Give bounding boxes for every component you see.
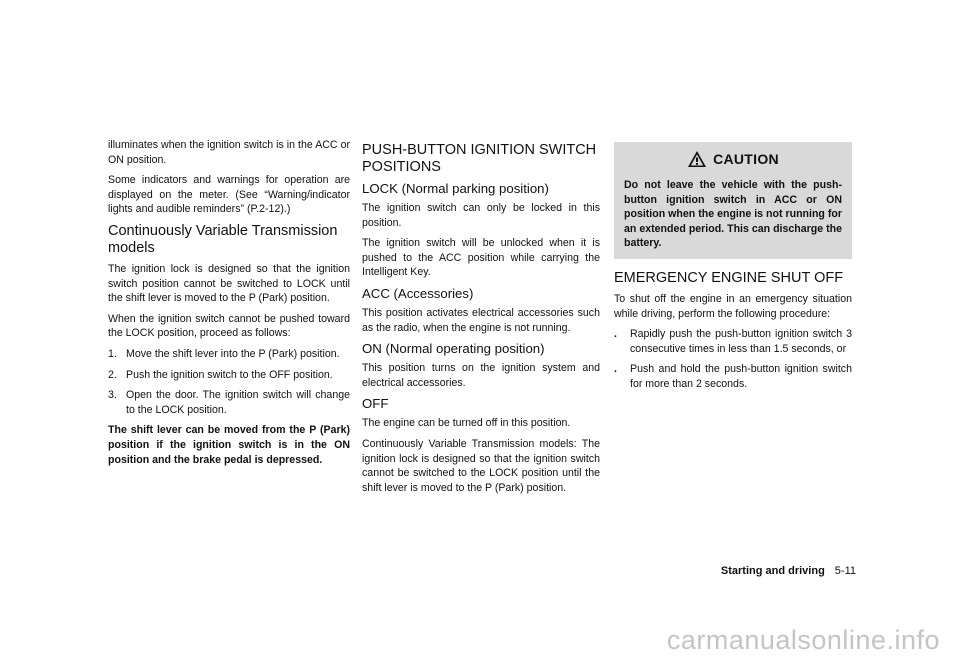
bullet-text: Rapidly push the push-button ignition switch 3 consecutive times in less than 1.5 seconds, or [630, 328, 852, 355]
list-item [108, 368, 350, 383]
subsection-heading: ACC (Accessories) [362, 285, 474, 301]
section-heading: EMERGENCY ENGINE SHUT OFF [614, 270, 844, 286]
step-number: 1. [108, 347, 117, 360]
paragraph: Some indicators and warnings for operation are displayed on the meter. (See “Warning/indicator lights and audible reminders” (P.2-12).) [108, 174, 350, 216]
paragraph: The ignition lock is designed so that the ignition switch position cannot be switched to LOCK until the shift lever is moved to the P (Park) position. [108, 262, 350, 305]
watermark: carmanualsonline.info [666, 625, 940, 655]
step-text: Push the ignition switch to the OFF position. [126, 368, 333, 381]
paragraph: Continuously Variable Transmission models: The ignition lock is designed so that the ignition switch cannot be switched to the LOCK position until the shift lever is moved to the P (Park) position. [362, 437, 600, 494]
left-column [108, 138, 350, 473]
bold-note: The shift lever can be moved from the P (Park) position if the ignition switch is in the ON position and the brake pedal is depressed. [108, 424, 350, 466]
caution-title: CAUTION [713, 151, 779, 167]
paragraph: The ignition switch will be unlocked when it is pushed to the ACC position while carrying the Intelligent Key. [362, 237, 600, 279]
section-heading: Continuously Variable Transmission models [108, 222, 338, 256]
step-number: 3. [108, 389, 117, 402]
caution-box [614, 142, 852, 259]
page-footer [721, 565, 856, 577]
paragraph: When the ignition switch cannot be pushed toward the LOCK position, proceed as follows: [108, 312, 350, 340]
step-number: 2. [108, 368, 117, 381]
section-name: Starting and driving [720, 565, 825, 577]
list-item [614, 327, 852, 356]
right-column [614, 266, 852, 398]
paragraph: illuminates when the ignition switch is in the ACC or ON position. [108, 139, 350, 166]
section-heading: PUSH-BUTTON IGNITION SWITCH POSITIONS [362, 142, 597, 175]
step-text: Open the door. The ignition switch will change to the LOCK position. [126, 389, 350, 416]
paragraph: This position activates electrical accessories such as the radio, when the engine is not running. [362, 306, 600, 334]
caution-text: Do not leave the vehicle with the push-button ignition switch in ACC or ON position when the engine is not running for an extended period. This can discharge the battery. [624, 179, 842, 250]
list-item [108, 347, 350, 362]
bullet-mark: . [614, 363, 617, 376]
page-number: 5-11 [834, 565, 856, 577]
list-item [108, 388, 350, 417]
bullet-mark: . [614, 328, 617, 341]
paragraph: The engine can be turned off in this position. [362, 417, 571, 430]
middle-column [362, 138, 600, 501]
subsection-heading: OFF [362, 396, 389, 412]
paragraph: To shut off the engine in an emergency situation while driving, perform the following procedure: [614, 293, 852, 320]
list-item [614, 362, 852, 391]
warning-triangle-icon [687, 150, 707, 168]
paragraph: The ignition switch can only be locked in this position. [362, 202, 600, 229]
step-text: Move the shift lever into the P (Park) position. [126, 347, 340, 360]
paragraph: This position turns on the ignition system and electrical accessories. [362, 362, 600, 389]
caution-header [614, 142, 852, 176]
subsection-heading: ON (Normal operating position) [362, 341, 545, 357]
bullet-text: Push and hold the push-button ignition switch for more than 2 seconds. [630, 363, 852, 390]
subsection-heading: LOCK (Normal parking position) [362, 181, 549, 196]
